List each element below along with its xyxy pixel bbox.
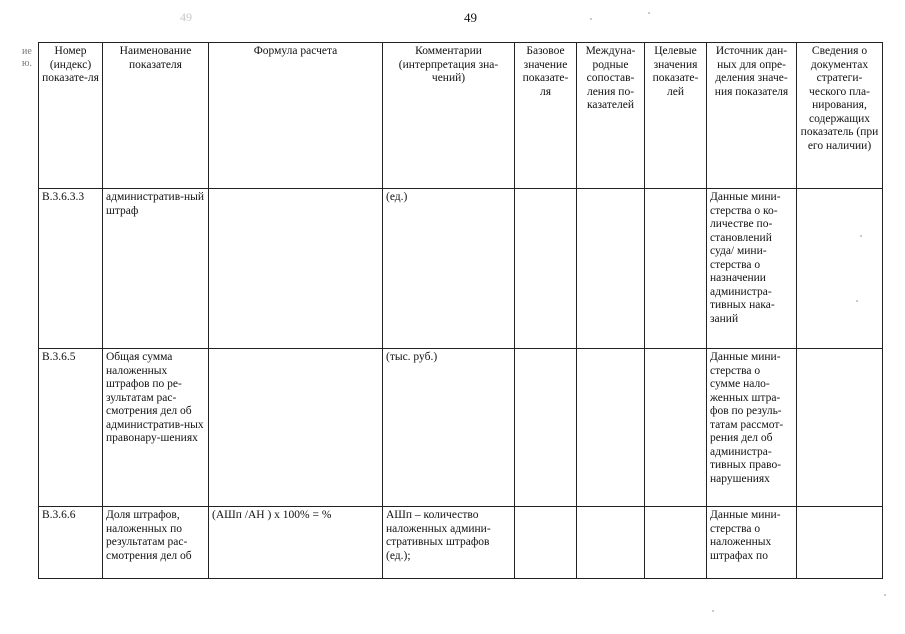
row-name: административ-ный штраф	[103, 189, 209, 349]
page-number: 49	[464, 10, 477, 25]
table-row	[39, 349, 883, 507]
scan-speck	[590, 18, 592, 20]
header-target-values: Целевые значения показате-лей	[645, 43, 707, 189]
row-comment: (ед.)	[383, 189, 515, 349]
row-base-value	[515, 189, 577, 349]
row-international	[577, 349, 645, 507]
row-international	[577, 189, 645, 349]
row-docs	[797, 507, 883, 579]
row-target	[645, 349, 707, 507]
header-data-source: Источник дан-ных для опре-деления значе-ния показателя	[707, 43, 797, 189]
scan-speck	[860, 235, 862, 237]
row-formula: (АШп /АН ) x 100% = %	[209, 507, 383, 579]
row-index: В.3.6.5	[39, 349, 103, 507]
scan-speck	[648, 12, 650, 14]
table-row	[39, 507, 883, 579]
row-comment: (тыс. руб.)	[383, 349, 515, 507]
row-source: Данные мини-стерства о ко-личестве по-становлений суда/ мини-стерства о назначении администра-тивных нака-заний	[707, 189, 797, 349]
indicators-table	[38, 42, 883, 579]
row-target	[645, 507, 707, 579]
row-index: В.3.6.6	[39, 507, 103, 579]
header-formula: Формула расчета	[209, 43, 383, 189]
row-name: Доля штрафов, наложенных по результатам рас-смотрения дел об	[103, 507, 209, 579]
table-header-row	[39, 43, 883, 189]
row-source: Данные мини-стерства о наложенных штрафах по	[707, 507, 797, 579]
header-comments: Комментарии (интерпретация зна-чений)	[383, 43, 515, 189]
row-formula	[209, 349, 383, 507]
scan-speck	[712, 610, 714, 612]
row-docs	[797, 189, 883, 349]
header-international: Междуна-родные сопостав-ления по-казателей	[577, 43, 645, 189]
row-international	[577, 507, 645, 579]
header-name: Наименование показателя	[103, 43, 209, 189]
header-planning-docs: Сведения о документах стратеги-ческого пла-нирования, содержащих показатель (при его наличии)	[797, 43, 883, 189]
row-formula	[209, 189, 383, 349]
row-target	[645, 189, 707, 349]
scan-speck	[856, 300, 858, 302]
header-index: Номер (индекс) показате-ля	[39, 43, 103, 189]
row-index: В.3.6.3.3	[39, 189, 103, 349]
faded-page-number: 49	[180, 10, 192, 24]
header-base-value: Базовое значение показате-ля	[515, 43, 577, 189]
row-docs	[797, 349, 883, 507]
row-comment: АШп – количество наложенных админи-стративных штрафов (ед.);	[383, 507, 515, 579]
row-base-value	[515, 507, 577, 579]
table-row	[39, 189, 883, 349]
row-base-value	[515, 349, 577, 507]
row-name: Общая сумма наложенных штрафов по ре-зультатам рас-смотрения дел об административ-ных правонару-шениях	[103, 349, 209, 507]
scan-speck	[884, 594, 886, 596]
row-source: Данные мини-стерства о сумме нало-женных штра-фов по резуль-татам рассмот-рения дел об администра-тивных право-нарушениях	[707, 349, 797, 507]
edge-text-fragment: ие ю.	[22, 46, 32, 69]
